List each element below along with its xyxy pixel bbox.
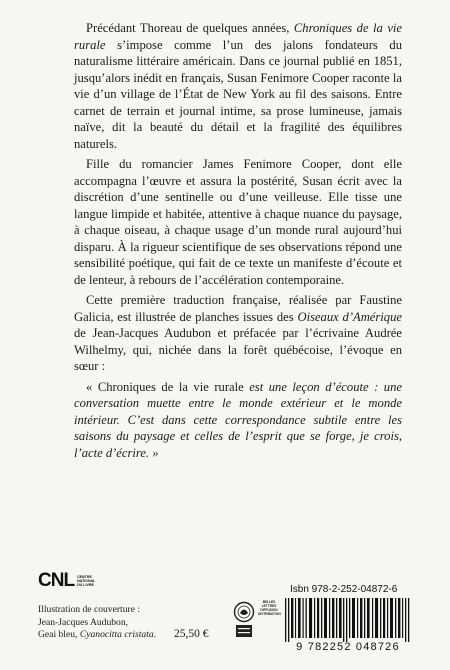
cover-credit bbox=[38, 604, 188, 642]
cnl-logo bbox=[38, 568, 102, 594]
paragraph-translation bbox=[74, 292, 402, 375]
credit-line bbox=[38, 629, 188, 642]
cnl-small-text: CENTRE NATIONAL DU LIVRE bbox=[77, 574, 96, 588]
credit-line: Jean-Jacques Audubon, bbox=[38, 616, 129, 628]
quote-text: est une leçon d’écoute : une conversation muette entre le monde extérieur et le monde intérieur. C’est dans cette correspondance subtile entre les saisons du paysage et celles de l’esprit que se forge, je crois, l’acte d’écrire. » bbox=[74, 379, 402, 460]
preface-quote bbox=[74, 379, 402, 462]
publisher-seal-icon bbox=[233, 601, 255, 639]
paragraph-intro bbox=[74, 20, 402, 152]
text: Cette première traduction française, réalisée par Faustine Galicia, est illustrée de planches issues des bbox=[74, 293, 402, 324]
book-title: Chroniques de la vie rurale bbox=[97, 379, 244, 394]
text: de Jean-Jacques Audubon et préfacée par l’écrivaine Audrée Wilhelmy, qui, nichée dans la forêt québécoise, l’évoque en sœur : bbox=[74, 326, 402, 373]
species-name: Cyanocitta cristata bbox=[79, 629, 154, 640]
book-title: Chroniques de la vie rurale bbox=[74, 21, 402, 52]
paragraph-author: Fille du romancier James Fenimore Cooper, dont elle accompagna l’œuvre et assura la postérité, Susan écrit avec la discrétion d’une sentinelle ou d’une veilleuse. Elle tisse une langue limpide et habitée, attentive à chaque nuance du paysage, à chaque oiseau, à chaque usage d’un monde rural aujourd’hui disparu. À la rigueur scientifique de ses observations répond une sensibilité poétique, qui fait de ce texte un manifeste d’écoute et de lenteur, à rebours de l’accélération contemporaine. bbox=[74, 157, 402, 287]
text: Précédant Thoreau de quelques années, bbox=[86, 21, 294, 35]
price: 25,50 € bbox=[174, 628, 209, 640]
text: . bbox=[153, 629, 157, 640]
back-cover-text bbox=[74, 20, 402, 465]
isbn: Isbn 978-2-252-04872-6 bbox=[290, 584, 398, 595]
barcode-number: 9 782252 048726 bbox=[296, 641, 400, 653]
credit-line: Illustration de couverture : bbox=[38, 604, 141, 615]
work-title: Oiseaux d’Amérique bbox=[297, 309, 402, 324]
text: s’impose comme l’un des jalons fondateurs du naturalisme littéraire américain. Dans ce journal publié en 1851, jusqu’alors inédit en français, Susan Fenimore Cooper raconte la vie d’un village de l’État de New York au fil des saisons. Entre carnet de terrain et journal intime, sa prose lumineuse, jamais naïve, dit la beauté du détail et la fragilité des équilibres naturels. bbox=[74, 37, 402, 151]
distributor-logo: BELLES LETTRES DIFFUSION DISTRIBUTION bbox=[258, 600, 281, 616]
quote-open: « bbox=[86, 379, 98, 394]
barcode bbox=[283, 598, 413, 642]
text: Geai bleu, bbox=[38, 629, 80, 640]
cnl-letters: CNL bbox=[38, 570, 75, 591]
